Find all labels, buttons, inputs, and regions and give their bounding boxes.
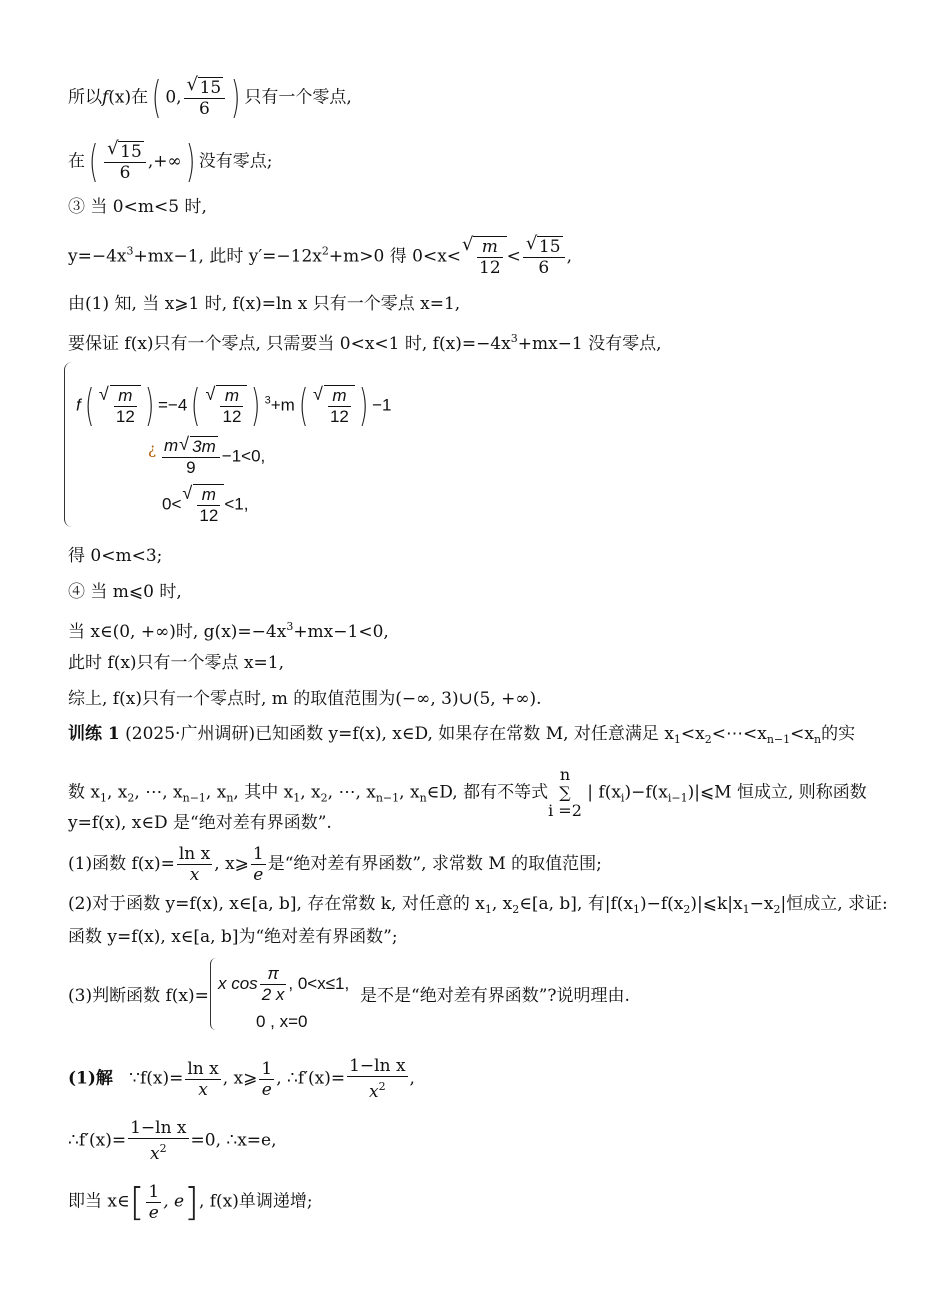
system-row-1: f( √ $\frac{m}{12}$ ) =−4( √ $\frac{m}{12}$ ) $^3$+m( √ $\frac{m}{12}$ ) −1 (76, 384, 391, 428)
question-2a: (2)对于函数 y=f(x), x∈[a, b], 存在常数 k, 对任意的 $x_1$, $x_2\in[a$, b], 有$|f(x_1)-f(x_2)|⩽k|x_1-x_2|$恒成立, 求证: (68, 894, 888, 916)
question-3-label: (3)判断函数 f(x)= (68, 986, 209, 1006)
system-row-2: $\frac{m√ 3m}{9}$ −1<0, (160, 436, 265, 478)
line-5: 由(1) 知, 当 x⩾1 时, f(x)=ln x 只有一个零点 x=1, (68, 294, 461, 314)
question-1: (1)函数 f(x)= $\frac{\text{ln x}}{x}$ , x⩾ $\frac{1}{e}$ 是“绝对差有界函数”, 求常数 M 的取值范围; (68, 844, 602, 885)
training-line-2: 数 $x_1$, $x_2$, ⋯, $x_{n-1}$, $x_n$, 其中 $x_1$, $x_2$, ⋯, $x_{n-1}$, $x_n\in D$, 都有不等式 n ∑ i =2 | $f(x_i)-f(x_{i-1})|⩽M$ 恒成立, 则称函数 (68, 765, 867, 820)
line-11: 综上, f(x)只有一个零点时, m 的取值范围为(−∞, 3)∪(5, +∞). (68, 689, 542, 709)
garbled-mark: ¿ (148, 440, 157, 458)
solution-line-1: (1)解 ∵f(x)= $\frac{\text{ln x}}{x}$ , x⩾ $\frac{1}{e}$ , ∴f′(x)= $\frac{\text{1−ln x}}{x^2}$ , (68, 1056, 415, 1102)
fraction: √ $\frac{15}{6}$ (184, 77, 226, 119)
system-brace (64, 362, 73, 527)
question-3-tail: 是不是“绝对差有界函数”?说明理由. (360, 986, 630, 1006)
line-10: 此时 f(x)只有一个零点 x=1, (68, 653, 285, 673)
piecewise-row-2: 0 , x=0 (256, 1012, 308, 1031)
piecewise-row-1: x cos $\frac{\pi}{2 x}$ , 0<x≤1, (218, 964, 350, 1004)
solution-line-3: 即当 x∈[ $\frac{1}{e}$ , e], f(x)单调递增; (68, 1180, 313, 1224)
training-line-1: 训练 1 (2025·广州调研)已知函数 y=f(x), x∈D, 如果存在常数 M, 对任意满足 $x_1<x_2<\cdots<x_{n-1}<x_n$的实 (68, 724, 856, 746)
line-1: 所以f(x)在( 0, √ $\frac{15}{6}$ ) 只有一个零点, (68, 76, 352, 120)
line-4: $y=-4x^3+mx-1$, 此时 $y'=-12x^2+m>0$ 得 0<x< √ $\frac{m}{12}$ < √ $\frac{15}{6}$ , (68, 236, 572, 278)
line-8: ④ 当 m⩽0 时, (68, 582, 182, 602)
line-3: ③ 当 0<m<5 时, (68, 197, 207, 217)
fraction: √ $\frac{15}{6}$ (104, 141, 146, 183)
summation: n ∑ i =2 (548, 765, 582, 820)
question-2b: 函数 y=f(x), x∈[a, b]为“绝对差有界函数”; (68, 927, 398, 947)
solution-line-2: ∴f′(x)= $\frac{\text{1−ln x}}{x^2}$ =0, ∴x=e, (68, 1118, 277, 1164)
training-line-3: y=f(x), x∈D 是“绝对差有界函数”. (68, 813, 332, 833)
line-6: 要保证 f(x)只有一个零点, 只需要当 0<x<1 时, $f(x)=-4x^3+mx-1$ 没有零点, (68, 332, 662, 354)
line-7: 得 0<m<3; (68, 546, 163, 566)
piecewise-brace (210, 958, 217, 1030)
line-9: 当 x∈(0, +∞)时, $g(x)=-4x^3+mx-1<0$, (68, 620, 389, 642)
system-row-3: 0< √ $\frac{m}{12}$ <1, (162, 484, 248, 526)
line-2: 在( √ $\frac{15}{6}$ ,+∞) 没有零点; (68, 140, 273, 184)
